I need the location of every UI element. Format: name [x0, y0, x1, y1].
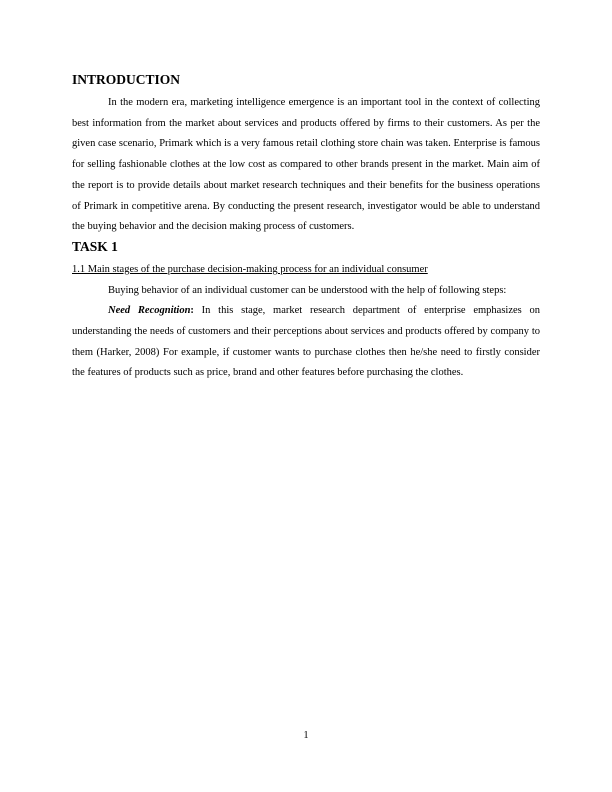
- introduction-paragraph: In the modern era, marketing intelligence emergence is an important tool in the context of collecting best information from the market about services and products offered by firms to their customers. As per the given case scenario, Primark which is a very famous retail clothing store chain was taken. Enterprise is famous for selling fashionable clothes at the low cost as compared to other brands present in the market. Main aim of the report is to provide details about market research techniques and their benefits for the business operations of Primark in competitive arena. By conducting the present research, investigator would be able to understand the buying behavior and the decision making process of customers.: [72, 97, 540, 233]
- need-recognition-text: In this stage, market research department of enterprise emphasizes on understanding the needs of customers and their perceptions about services and products offered by company to them (Harker, 2008) For example, if customer wants to purchase clothes then he/she need to firstly consider the features of products such as price, brand and other features before purchasing the clothes.: [72, 305, 540, 379]
- need-recognition-colon: :: [190, 305, 194, 317]
- task1-heading: TASK 1: [72, 238, 118, 254]
- introduction-heading: INTRODUCTION: [72, 72, 181, 87]
- page-content: [72, 71, 540, 384]
- task1-intro-paragraph: Buying behavior of an individual customer can be understood with the help of following steps:: [108, 284, 507, 296]
- need-recognition-term: Need Recognition: [108, 305, 191, 317]
- task1-subheading: 1.1 Main stages of the purchase decision-making process for an individual consumer: [72, 263, 428, 275]
- need-recognition-paragraph: [72, 301, 540, 384]
- page-number: 1: [303, 730, 309, 741]
